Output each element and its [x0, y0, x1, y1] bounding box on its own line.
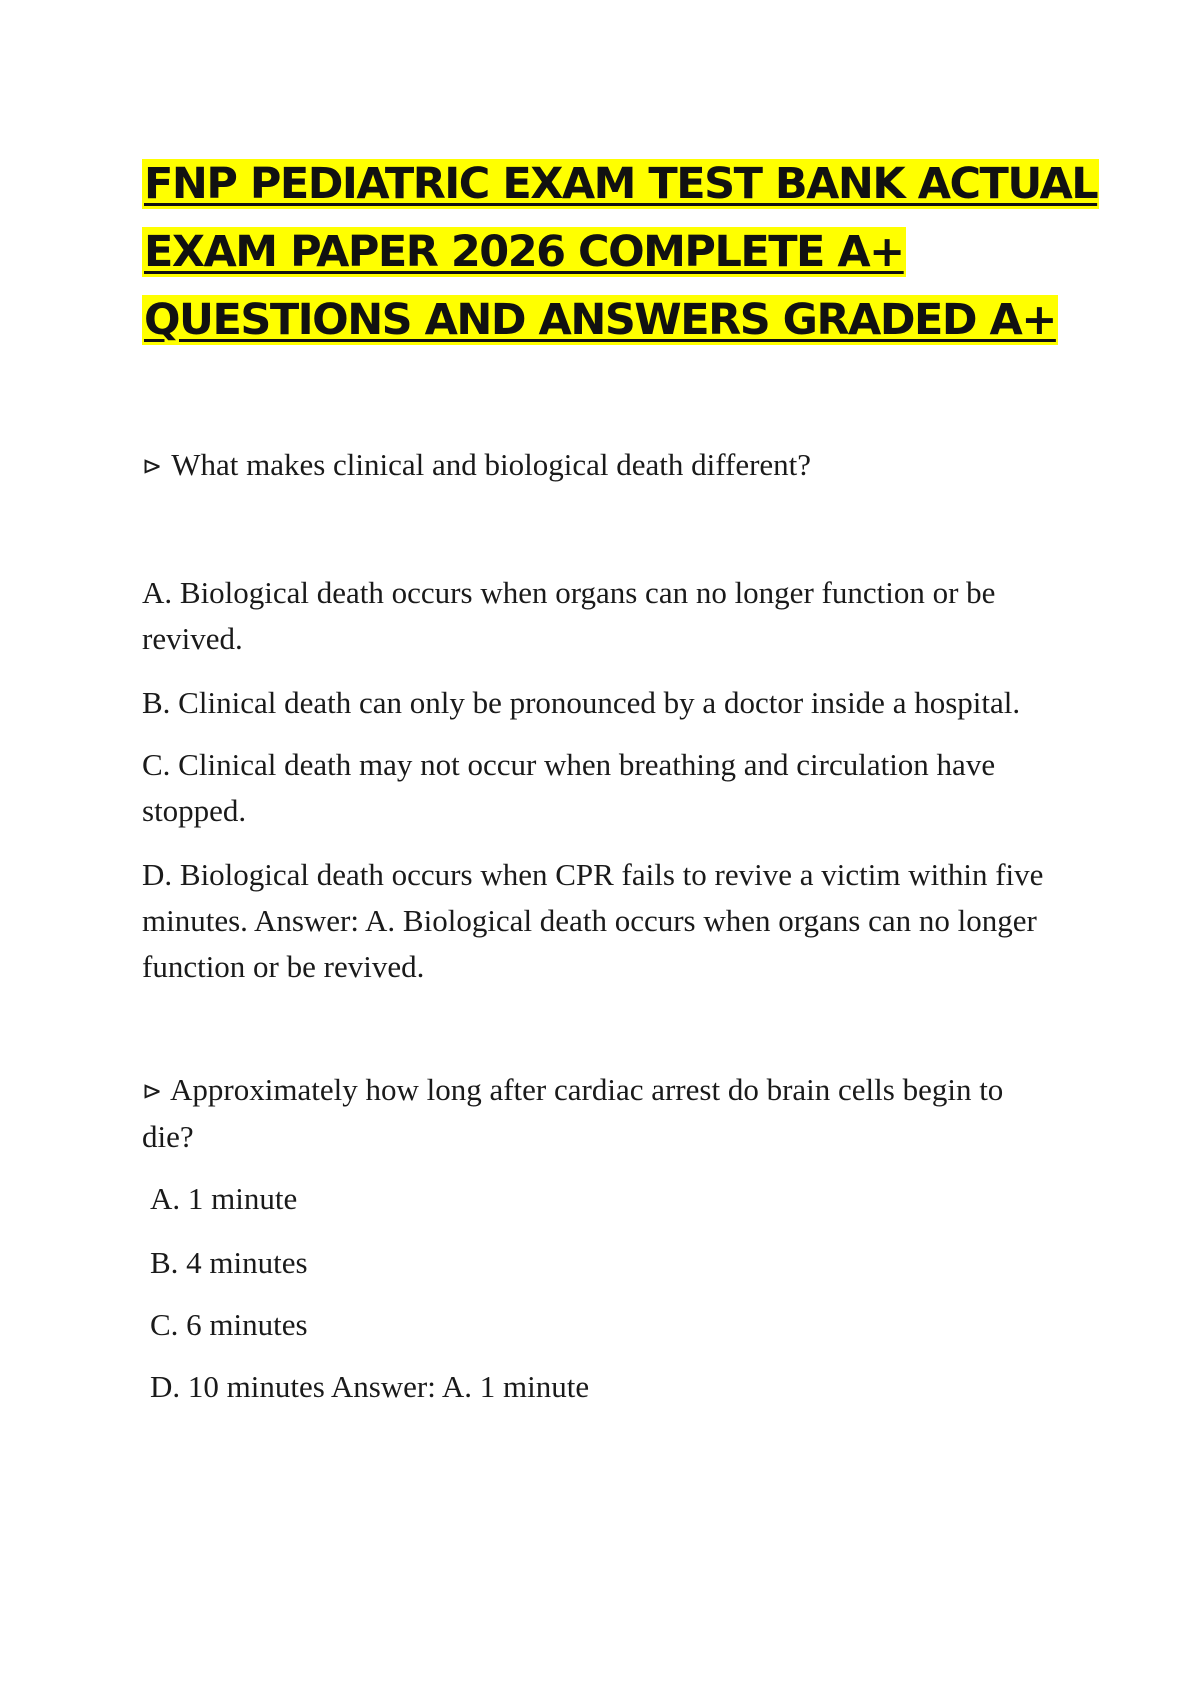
question-marker-icon: ⊳ [142, 452, 163, 480]
question-1-text: What makes clinical and biological death different? [171, 447, 812, 482]
question-2-option-a: A. 1 minute [150, 1181, 298, 1216]
question-marker-icon: ⊳ [142, 1077, 163, 1105]
question-2 [142, 1067, 1062, 1160]
question-2-option-b: B. 4 minutes [150, 1245, 308, 1280]
document-title [142, 150, 1098, 354]
question-2-option-c: C. 6 minutes [150, 1307, 308, 1342]
question-1 [142, 442, 1062, 489]
question-1-option-a: A. Biological death occurs when organs can no longer function or be revived. [142, 575, 996, 656]
question-1-option-b: B. Clinical death can only be pronounced by a doctor inside a hospital. [142, 685, 1021, 720]
question-2-option-d: D. 10 minutes Answer: A. 1 minute [150, 1369, 590, 1404]
title-line-1: FNP PEDIATRIC EXAM TEST BANK ACTUAL [144, 159, 1098, 209]
title-line-2: EXAM PAPER 2026 COMPLETE A+ [144, 227, 904, 277]
question-2-text: Approximately how long after cardiac arrest do brain cells begin to die? [142, 1072, 1004, 1154]
question-1-option-c: C. Clinical death may not occur when breathing and circulation have stopped. [142, 747, 996, 828]
title-line-3: QUESTIONS AND ANSWERS GRADED A+ [144, 295, 1056, 345]
question-1-option-d: D. Biological death occurs when CPR fails to revive a victim within five minutes. Answer: A. Biological death occurs when organs can no longer function or be revived. [142, 857, 1044, 984]
